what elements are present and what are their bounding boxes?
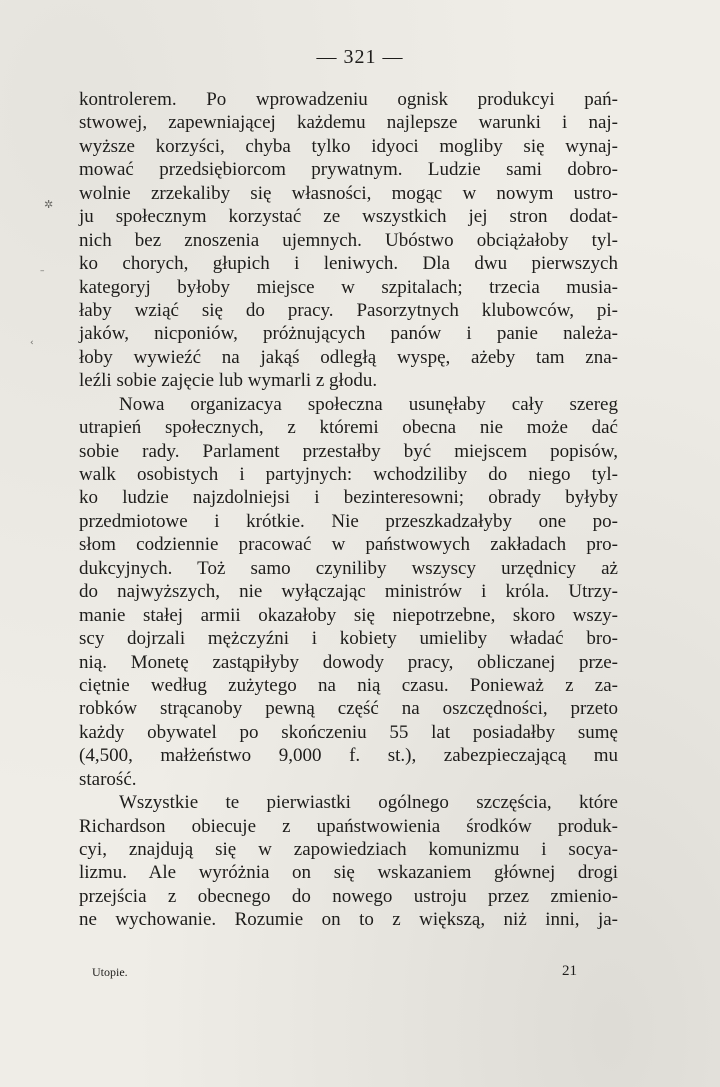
paragraph-end-line: leźli sobie zajęcie lub wymarli z głodu. <box>79 370 378 392</box>
scan-speck: ‹ <box>30 338 34 348</box>
signature-mark: Utopie. <box>92 965 128 979</box>
text-line: nią. Monetę zastąpiłyby dowody pracy, obliczanej prze- <box>79 651 618 673</box>
text-line: manie stałej armii okazałoby się niepotrzebne, skoro wszy- <box>79 604 618 626</box>
paragraph-start-line: Wszystkie te pierwiastki ogólnego szczęścia, które <box>119 792 618 814</box>
text-line: lizmu. Ale wyróżnia on się wskazaniem głównej drogi <box>79 862 618 884</box>
text-line: ko ludzie najzdolniejsi i bezinteresowni; obrady byłyby <box>79 487 618 509</box>
text-line: scy dojrzali mężczyźni i kobiety umieliby władać bro- <box>79 628 618 650</box>
text-line: kategoryj byłoby miejsce w szpitalach; trzecia musia- <box>79 276 618 298</box>
text-line: ciętnie według zużytego na nią czasu. Ponieważ z za- <box>79 674 618 696</box>
text-line: łaby wziąć się do pracy. Pasorzytnych klubowców, pi- <box>79 299 618 321</box>
body-text <box>79 88 618 932</box>
text-line: robków strącanoby pewną część na oszczędności, przeto <box>79 698 618 720</box>
text-line: nich bez znoszenia ujemnych. Ubóstwo obciążałoby tyl- <box>79 229 618 251</box>
text-line: przejścia z obecnego do nowego ustroju przez zmienio- <box>79 885 618 907</box>
page-number: — 321 — <box>316 46 404 68</box>
text-line: wyższe korzyści, chyba tylko idyoci mogliby się wynaj- <box>79 135 618 157</box>
paragraph-end-line: starość. <box>79 768 137 790</box>
text-line: do najwyższych, nie wyłączając ministrów i króla. Utrzy- <box>79 581 618 603</box>
paragraph-start-line: Nowa organizacya społeczna usunęłaby cały szereg <box>119 393 618 415</box>
text-line: jaków, nicponiów, próżnujących panów i panie należa- <box>79 323 618 345</box>
text-line: wolnie zrzekaliby się własności, mogąc w nowym ustro- <box>79 182 618 204</box>
text-line: cyi, znajdują się w zapowiedziach komunizmu i socya- <box>79 839 618 860</box>
text-line: słom codziennie pracować w państwowych zakładach pro- <box>79 534 618 556</box>
scan-speck: ✲ <box>44 198 54 211</box>
text-line: każdy obywatel po skończeniu 55 lat posiadałby sumę <box>79 721 618 743</box>
text-line: dukcyjnych. Toż samo czyniliby wszyscy urzędnicy aż <box>79 557 618 579</box>
text-line: ju społecznym korzystać ze wszystkich jej stron dodat- <box>79 206 618 228</box>
text-line: przedmiotowe i krótkie. Nie przeszkadzałyby one po- <box>79 510 618 532</box>
text-line: utrapień społecznych, z któremi obecna nie może dać <box>79 417 618 439</box>
text-line: łoby wywieźć na jakąś odległą wyspę, ażeby tam zna- <box>79 346 618 368</box>
scan-speck: – <box>40 266 45 276</box>
text-line: ko chorych, głupich i leniwych. Dla dwu pierwszych <box>79 253 618 275</box>
text-line: (4,500, małżeństwo 9,000 f. st.), zabezpieczającą mu <box>79 745 618 767</box>
text-line: ne wychowanie. Rozumie on to z większą, niż inni, ja- <box>79 909 618 931</box>
sheet-number: 21 <box>562 963 577 979</box>
text-line: sobie rady. Parlament przestałby być miejscem popisów, <box>79 440 618 462</box>
text-line: mować przedsiębiorcom prywatnym. Ludzie sami dobro- <box>79 159 618 181</box>
text-line: kontrolerem. Po wprowadzeniu ognisk produkcyi pań- <box>79 89 618 110</box>
text-line: Richardson obiecuje z upaństwowienia środków produk- <box>79 815 618 837</box>
text-line: walk osobistych i partyjnych: wchodziliby do niego tyl- <box>79 464 618 485</box>
text-line: stwowej, zapewniającej każdemu najlepsze warunki i naj- <box>79 112 618 134</box>
